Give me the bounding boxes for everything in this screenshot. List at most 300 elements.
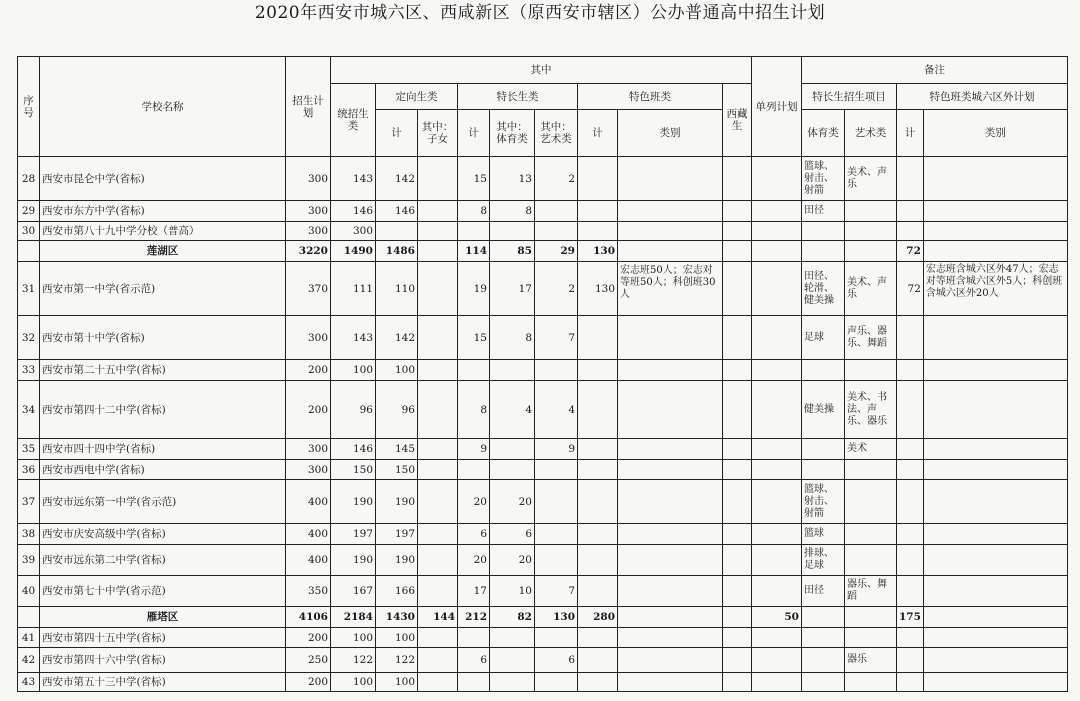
cell-ts-total	[578, 439, 618, 460]
cell-ts-total	[578, 460, 618, 480]
cell-plan: 400	[286, 545, 331, 576]
header-ts-type: 类别	[618, 110, 723, 157]
cell-school-name: 西安市第一中学(省示范)	[40, 262, 286, 316]
cell-tongzhao: 150	[331, 460, 376, 480]
cell-plan: 400	[286, 480, 331, 524]
cell-seq: 38	[18, 524, 40, 545]
table-row	[18, 545, 1068, 576]
cell-tc-total	[458, 360, 490, 381]
table-row	[18, 576, 1068, 607]
cell-dx-child	[418, 524, 458, 545]
cell-plan: 300	[286, 201, 331, 222]
cell-ts-total	[578, 524, 618, 545]
cell-ts-total	[578, 316, 618, 360]
cell-seq: 37	[18, 480, 40, 524]
cell-tc-sport: 8	[490, 201, 535, 222]
header-dingxiang: 定向生类	[376, 84, 458, 110]
cell-ts-total: 130	[578, 262, 618, 316]
cell-sport-items: 排球、足球	[802, 545, 845, 576]
cell-tongzhao: 190	[331, 545, 376, 576]
cell-school-name: 西安市第四十五中学(省标)	[40, 628, 286, 648]
header-remarks: 备注	[802, 57, 1068, 84]
cell-seq: 43	[18, 673, 40, 692]
cell-art-items	[845, 628, 897, 648]
cell-sport-items	[802, 607, 845, 628]
cell-ts-total	[578, 222, 618, 241]
cell-school-name: 西安市第五十三中学(省标)	[40, 673, 286, 692]
cell-school-name: 西安市东方中学(省标)	[40, 201, 286, 222]
district-subtotal-row	[18, 241, 1068, 262]
cell-art-items	[845, 480, 897, 524]
header-art-cat: 艺术类	[845, 110, 897, 157]
cell-tc-sport: 8	[490, 316, 535, 360]
cell-plan: 4106	[286, 607, 331, 628]
cell-seq: 39	[18, 545, 40, 576]
cell-tibet	[723, 381, 752, 439]
table-row	[18, 381, 1068, 439]
cell-tc-total	[458, 628, 490, 648]
cell-dx-total: 142	[376, 157, 418, 201]
cell-tongzhao: 100	[331, 360, 376, 381]
cell-dx-child	[418, 439, 458, 460]
cell-out-total	[897, 157, 924, 201]
cell-ts-type	[618, 316, 723, 360]
table-row	[18, 673, 1068, 692]
table-row	[18, 222, 1068, 241]
cell-ts-total	[578, 576, 618, 607]
cell-tc-total: 212	[458, 607, 490, 628]
cell-dx-total: 145	[376, 439, 418, 460]
cell-dx-child	[418, 316, 458, 360]
cell-plan: 300	[286, 439, 331, 460]
cell-out-type	[923, 607, 1067, 628]
cell-sport-items: 篮球、射击、射箭	[802, 157, 845, 201]
cell-tongzhao: 111	[331, 262, 376, 316]
cell-tibet	[723, 524, 752, 545]
cell-tibet	[723, 545, 752, 576]
cell-out-type	[923, 524, 1067, 545]
cell-tongzhao: 122	[331, 648, 376, 673]
cell-dx-total: 1430	[376, 607, 418, 628]
cell-out-type	[923, 673, 1067, 692]
table-row	[18, 648, 1068, 673]
cell-out-total	[897, 381, 924, 439]
cell-ts-type	[618, 648, 723, 673]
cell-tongzhao: 1490	[331, 241, 376, 262]
cell-school-name: 西安市第八十九中学分校（普高）	[40, 222, 286, 241]
header-ts-total: 计	[578, 110, 618, 157]
cell-tc-art	[535, 673, 578, 692]
cell-out-type	[923, 439, 1067, 460]
cell-dx-total: 190	[376, 480, 418, 524]
cell-tongzhao: 146	[331, 439, 376, 460]
cell-tibet	[723, 648, 752, 673]
cell-ts-type	[618, 460, 723, 480]
cell-seq: 33	[18, 360, 40, 381]
cell-school-name: 西安市四十四中学(省标)	[40, 439, 286, 460]
cell-sport-items: 田径	[802, 201, 845, 222]
cell-tc-total: 6	[458, 524, 490, 545]
cell-tc-sport: 6	[490, 524, 535, 545]
cell-tc-sport	[490, 360, 535, 381]
cell-tc-art	[535, 222, 578, 241]
table-row	[18, 480, 1068, 524]
cell-out-total	[897, 201, 924, 222]
cell-school-name: 西安市第二十五中学(省标)	[40, 360, 286, 381]
cell-ts-type	[618, 439, 723, 460]
cell-danlie	[752, 673, 802, 692]
cell-art-items: 器乐、舞蹈	[845, 576, 897, 607]
table-row	[18, 157, 1068, 201]
cell-art-items	[845, 673, 897, 692]
cell-dx-total: 150	[376, 460, 418, 480]
cell-tc-art: 130	[535, 607, 578, 628]
cell-art-items	[845, 524, 897, 545]
table-row	[18, 201, 1068, 222]
cell-tc-total: 19	[458, 262, 490, 316]
cell-dx-total: 96	[376, 381, 418, 439]
cell-tibet	[723, 673, 752, 692]
header-out-total: 计	[897, 110, 924, 157]
cell-seq: 36	[18, 460, 40, 480]
cell-out-type	[923, 545, 1067, 576]
cell-seq: 31	[18, 262, 40, 316]
header-among: 其中	[331, 57, 752, 84]
cell-dx-child	[418, 648, 458, 673]
cell-plan: 200	[286, 381, 331, 439]
cell-plan: 200	[286, 628, 331, 648]
cell-tc-art: 7	[535, 316, 578, 360]
cell-art-items: 器乐	[845, 648, 897, 673]
cell-ts-type: 宏志班50人；宏志对等班50人；科创班30人	[618, 262, 723, 316]
cell-dx-total	[376, 222, 418, 241]
cell-seq: 41	[18, 628, 40, 648]
cell-dx-child	[418, 545, 458, 576]
header-seq: 序号	[18, 57, 40, 157]
cell-dx-child: 144	[418, 607, 458, 628]
district-subtotal-row	[18, 607, 1068, 628]
cell-tongzhao: 190	[331, 480, 376, 524]
cell-out-total	[897, 360, 924, 381]
cell-out-total: 72	[897, 241, 924, 262]
table-row	[18, 316, 1068, 360]
cell-sport-items	[802, 648, 845, 673]
cell-dx-total: 166	[376, 576, 418, 607]
cell-seq	[18, 241, 40, 262]
cell-seq: 35	[18, 439, 40, 460]
cell-danlie	[752, 381, 802, 439]
table-body	[18, 157, 1068, 692]
cell-art-items: 美术、书法、声乐、器乐	[845, 381, 897, 439]
cell-dx-child	[418, 460, 458, 480]
cell-out-type	[923, 648, 1067, 673]
cell-tc-art	[535, 628, 578, 648]
cell-out-type	[923, 480, 1067, 524]
cell-tc-total: 6	[458, 648, 490, 673]
cell-out-total	[897, 439, 924, 460]
header-out-type: 类别	[923, 110, 1067, 157]
table-row	[18, 524, 1068, 545]
cell-out-type	[923, 222, 1067, 241]
cell-ts-total	[578, 545, 618, 576]
cell-dx-total: 197	[376, 524, 418, 545]
cell-tc-sport: 20	[490, 545, 535, 576]
cell-ts-type	[618, 222, 723, 241]
cell-tc-art	[535, 480, 578, 524]
cell-tongzhao: 146	[331, 201, 376, 222]
header-school-name: 学校名称	[40, 57, 286, 157]
cell-plan: 200	[286, 360, 331, 381]
cell-danlie	[752, 201, 802, 222]
cell-tc-sport: 85	[490, 241, 535, 262]
cell-tc-art: 4	[535, 381, 578, 439]
cell-sport-items	[802, 222, 845, 241]
cell-dx-child	[418, 480, 458, 524]
header-dx-total: 计	[376, 110, 418, 157]
cell-tongzhao: 96	[331, 381, 376, 439]
cell-tc-art	[535, 201, 578, 222]
cell-tongzhao: 143	[331, 157, 376, 201]
cell-danlie	[752, 222, 802, 241]
cell-ts-type	[618, 524, 723, 545]
cell-danlie	[752, 480, 802, 524]
cell-ts-total	[578, 628, 618, 648]
cell-ts-type	[618, 241, 723, 262]
cell-ts-type	[618, 673, 723, 692]
cell-out-total	[897, 524, 924, 545]
table-row	[18, 262, 1068, 316]
cell-sport-items	[802, 439, 845, 460]
cell-dx-total: 100	[376, 673, 418, 692]
cell-school-name: 西安市第四十六中学(省标)	[40, 648, 286, 673]
cell-tongzhao: 300	[331, 222, 376, 241]
cell-tc-art	[535, 360, 578, 381]
cell-tongzhao: 143	[331, 316, 376, 360]
cell-out-type	[923, 201, 1067, 222]
cell-tongzhao: 100	[331, 628, 376, 648]
cell-ts-total: 130	[578, 241, 618, 262]
cell-tibet	[723, 241, 752, 262]
cell-seq: 34	[18, 381, 40, 439]
cell-art-items	[845, 201, 897, 222]
cell-plan: 300	[286, 222, 331, 241]
cell-dx-total: 146	[376, 201, 418, 222]
cell-sport-items	[802, 628, 845, 648]
cell-school-name: 西安市昆仑中学(省标)	[40, 157, 286, 201]
cell-tc-sport	[490, 648, 535, 673]
cell-dx-child	[418, 201, 458, 222]
header-plan: 招生计划	[286, 57, 331, 157]
cell-plan: 200	[286, 673, 331, 692]
cell-danlie	[752, 241, 802, 262]
cell-sport-items: 田径、轮滑、健美操	[802, 262, 845, 316]
cell-out-type	[923, 628, 1067, 648]
cell-art-items: 美术、声乐	[845, 157, 897, 201]
cell-school-name: 西安市第十中学(省标)	[40, 316, 286, 360]
cell-tc-art: 7	[535, 576, 578, 607]
cell-seq: 32	[18, 316, 40, 360]
cell-tc-art	[535, 524, 578, 545]
cell-tc-sport	[490, 673, 535, 692]
cell-sport-items: 健美操	[802, 381, 845, 439]
cell-tc-art: 29	[535, 241, 578, 262]
cell-out-total	[897, 576, 924, 607]
cell-out-type	[923, 360, 1067, 381]
cell-tc-total	[458, 460, 490, 480]
cell-dx-child	[418, 673, 458, 692]
cell-sport-items: 足球	[802, 316, 845, 360]
cell-sport-items: 篮球	[802, 524, 845, 545]
cell-tibet	[723, 480, 752, 524]
cell-tc-total: 8	[458, 381, 490, 439]
cell-tc-total	[458, 673, 490, 692]
cell-tc-sport: 20	[490, 480, 535, 524]
cell-dx-child	[418, 241, 458, 262]
cell-ts-total	[578, 381, 618, 439]
cell-art-items: 声乐、器乐、舞蹈	[845, 316, 897, 360]
table-row	[18, 460, 1068, 480]
cell-out-total: 72	[897, 262, 924, 316]
cell-danlie	[752, 545, 802, 576]
header-dx-child: 其中：子女	[418, 110, 458, 157]
header-tc-items: 特长生招生项目	[802, 84, 897, 110]
cell-danlie	[752, 628, 802, 648]
cell-plan: 300	[286, 316, 331, 360]
cell-ts-type	[618, 480, 723, 524]
cell-out-total	[897, 316, 924, 360]
cell-tc-total: 15	[458, 157, 490, 201]
cell-out-total	[897, 628, 924, 648]
cell-plan: 400	[286, 524, 331, 545]
cell-seq	[18, 607, 40, 628]
cell-tongzhao: 197	[331, 524, 376, 545]
cell-danlie	[752, 157, 802, 201]
document-title: 2020年西安市城六区、西咸新区（原西安市辖区）公办普通高中招生计划	[254, 3, 826, 23]
cell-district-name: 莲湖区	[40, 241, 286, 262]
cell-ts-type	[618, 576, 723, 607]
header-tibet: 西藏生	[723, 84, 752, 157]
cell-out-total	[897, 545, 924, 576]
cell-sport-items: 篮球、射击、射箭	[802, 480, 845, 524]
cell-tc-art: 6	[535, 648, 578, 673]
header-sport-cat: 体育类	[802, 110, 845, 157]
cell-seq: 28	[18, 157, 40, 201]
cell-district-name: 雁塔区	[40, 607, 286, 628]
cell-art-items: 美术	[845, 439, 897, 460]
cell-tongzhao: 167	[331, 576, 376, 607]
cell-seq: 42	[18, 648, 40, 673]
cell-dx-child	[418, 576, 458, 607]
cell-ts-type	[618, 607, 723, 628]
cell-tc-total: 9	[458, 439, 490, 460]
table-row	[18, 439, 1068, 460]
cell-ts-type	[618, 545, 723, 576]
header-danlie: 单列计划	[752, 57, 802, 157]
cell-plan: 3220	[286, 241, 331, 262]
cell-tibet	[723, 316, 752, 360]
cell-dx-total: 100	[376, 360, 418, 381]
table-header	[18, 57, 1068, 157]
cell-out-total	[897, 222, 924, 241]
cell-school-name: 西安市第四十二中学(省标)	[40, 381, 286, 439]
cell-ts-total	[578, 360, 618, 381]
cell-tibet	[723, 222, 752, 241]
cell-out-type	[923, 576, 1067, 607]
cell-art-items: 美术、声乐	[845, 262, 897, 316]
cell-dx-child	[418, 360, 458, 381]
cell-dx-child	[418, 381, 458, 439]
cell-tc-sport: 10	[490, 576, 535, 607]
cell-ts-total	[578, 157, 618, 201]
cell-tc-total: 20	[458, 480, 490, 524]
cell-school-name: 西安市远东第二中学(省标)	[40, 545, 286, 576]
cell-ts-type	[618, 628, 723, 648]
header-tc-art: 其中：艺术类	[535, 110, 578, 157]
cell-seq: 29	[18, 201, 40, 222]
cell-tc-sport: 4	[490, 381, 535, 439]
table-row	[18, 360, 1068, 381]
cell-plan: 300	[286, 460, 331, 480]
cell-danlie	[752, 439, 802, 460]
cell-tongzhao: 100	[331, 673, 376, 692]
cell-out-type	[923, 460, 1067, 480]
cell-tc-total: 15	[458, 316, 490, 360]
cell-danlie	[752, 460, 802, 480]
cell-seq: 40	[18, 576, 40, 607]
cell-tibet	[723, 157, 752, 201]
cell-tc-total: 20	[458, 545, 490, 576]
cell-tc-art: 9	[535, 439, 578, 460]
cell-tibet	[723, 628, 752, 648]
cell-out-type	[923, 241, 1067, 262]
cell-tongzhao: 2184	[331, 607, 376, 628]
cell-tc-total: 17	[458, 576, 490, 607]
cell-tc-total	[458, 222, 490, 241]
cell-tibet	[723, 576, 752, 607]
cell-dx-child	[418, 157, 458, 201]
cell-out-type	[923, 381, 1067, 439]
cell-tc-art	[535, 460, 578, 480]
cell-art-items	[845, 545, 897, 576]
cell-tc-art	[535, 545, 578, 576]
cell-danlie	[752, 316, 802, 360]
cell-out-type	[923, 157, 1067, 201]
cell-tc-art: 2	[535, 262, 578, 316]
header-tongzhao: 统招生类	[331, 84, 376, 157]
cell-art-items	[845, 222, 897, 241]
cell-out-type	[923, 316, 1067, 360]
header-tese: 特色班类	[578, 84, 723, 110]
cell-danlie	[752, 360, 802, 381]
header-tc-total: 计	[458, 110, 490, 157]
cell-out-total	[897, 673, 924, 692]
cell-out-total	[897, 460, 924, 480]
cell-tc-sport: 82	[490, 607, 535, 628]
cell-art-items	[845, 241, 897, 262]
cell-out-total	[897, 648, 924, 673]
cell-tc-sport	[490, 628, 535, 648]
cell-dx-child	[418, 262, 458, 316]
cell-plan: 370	[286, 262, 331, 316]
cell-danlie	[752, 524, 802, 545]
cell-school-name: 西安市远东第一中学(省示范)	[40, 480, 286, 524]
cell-tibet	[723, 439, 752, 460]
cell-seq: 30	[18, 222, 40, 241]
cell-ts-total	[578, 480, 618, 524]
cell-tibet	[723, 460, 752, 480]
cell-dx-total: 100	[376, 628, 418, 648]
cell-tibet	[723, 201, 752, 222]
